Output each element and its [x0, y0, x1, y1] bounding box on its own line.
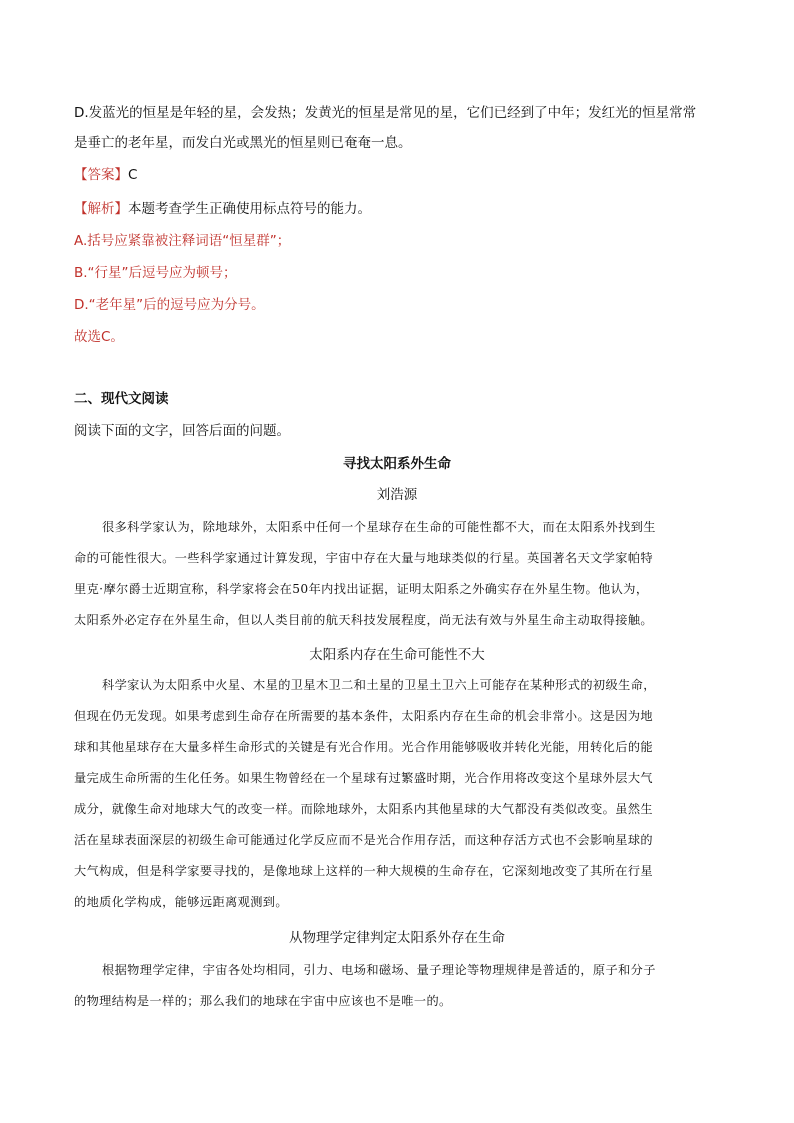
paragraph-2-line: 的地质化学构成，能够远距离观测到。 — [74, 895, 288, 909]
analysis-point-a: A.括号应紧靠被注释词语“恒星群”； — [74, 233, 291, 249]
section-instruction: 阅读下面的文字，回答后面的问题。 — [74, 423, 290, 439]
paragraph-2-line: 量完成生命所需的生化任务。如果生物曾经在一个星球有过繁盛时期，光合作用将改变这个星球外层大气 — [74, 771, 654, 785]
answer-value: C — [128, 167, 138, 183]
option-d-line-2: 是垂亡的老年星，而发白光或黑光的恒星则已奄奄一息。 — [74, 135, 412, 151]
subheading-1: 太阳系内存在生命可能性不大 — [309, 647, 485, 663]
paragraph-2-line: 活在星球表面深层的初级生命可能通过化学反应而不是光合作用存活，而这种存活方式也不会影响星球的 — [74, 833, 654, 847]
paragraph-1-line: 太阳系外必定存在外星生命，但以人类目前的航天科技发展程度，尚无法有效与外星生命主动取得接触。 — [74, 613, 654, 627]
subheading-2: 从物理学定律判定太阳系外存在生命 — [289, 930, 505, 946]
option-d-line-1: D.发蓝光的恒星是年轻的星，会发热；发黄光的恒星是常见的星，它们已经到了中年；发红光的恒星常常 — [74, 105, 697, 121]
paragraph-1-line: 里克·摩尔爵士近期宣称，科学家将会在50年内找出证据，证明太阳系之外确实存在外星生物。他认为， — [74, 582, 649, 596]
article-author: 刘浩源 — [376, 487, 418, 503]
paragraph-3-line: 的物理结构是一样的；那么我们的地球在宇宙中应该也不是唯一的。 — [74, 994, 452, 1008]
paragraph-2-line: 球和其他星球存在大量多样生命形式的关键是有光合作用。光合作用能够吸收并转化光能，用转化后的能 — [74, 740, 654, 754]
paragraph-1-line: 命的可能性很大。一些科学家通过计算发现，宇宙中存在大量与地球类似的行星。英国著名天文学家帕特 — [74, 551, 654, 565]
section-heading: 二、现代文阅读 — [74, 391, 169, 407]
analysis-point-b: B.“行星”后逗号应为顿号； — [74, 265, 237, 281]
analysis-label: 【解析】 — [74, 201, 128, 217]
analysis-line — [74, 200, 371, 218]
paragraph-3-line: 根据物理学定律，宇宙各处均相同，引力、电场和磁场、量子理论等物理规律是普适的，原子和分子 — [102, 963, 656, 977]
answer-line — [74, 166, 137, 184]
paragraph-2-line: 大气构成，但是科学家要寻找的，是像地球上这样的一种大规模的生命存在，它深刻地改变了其所在行星 — [74, 864, 654, 878]
analysis-conclusion: 故选C。 — [74, 329, 124, 345]
analysis-intro: 本题考查学生正确使用标点符号的能力。 — [128, 201, 371, 217]
paragraph-2-line: 成分，就像生命对地球大气的改变一样。而除地球外，太阳系内其他星球的大气都没有类似改变。虽然生 — [74, 802, 654, 816]
article-title: 寻找太阳系外生命 — [343, 456, 451, 472]
analysis-point-d: D.“老年星”后的逗号应为分号。 — [74, 297, 265, 313]
paragraph-2-line: 科学家认为太阳系中火星、木星的卫星木卫二和土星的卫星土卫六上可能存在某种形式的初级生命， — [102, 678, 656, 692]
paragraph-1-line: 很多科学家认为，除地球外，太阳系中任何一个星球存在生命的可能性都不大，而在太阳系外找到生 — [102, 520, 656, 534]
paragraph-2-line: 但现在仍无发现。如果考虑到生命存在所需要的基本条件，太阳系内存在生命的机会非常小。这是因为地 — [74, 709, 654, 723]
answer-label: 【答案】 — [74, 167, 128, 183]
